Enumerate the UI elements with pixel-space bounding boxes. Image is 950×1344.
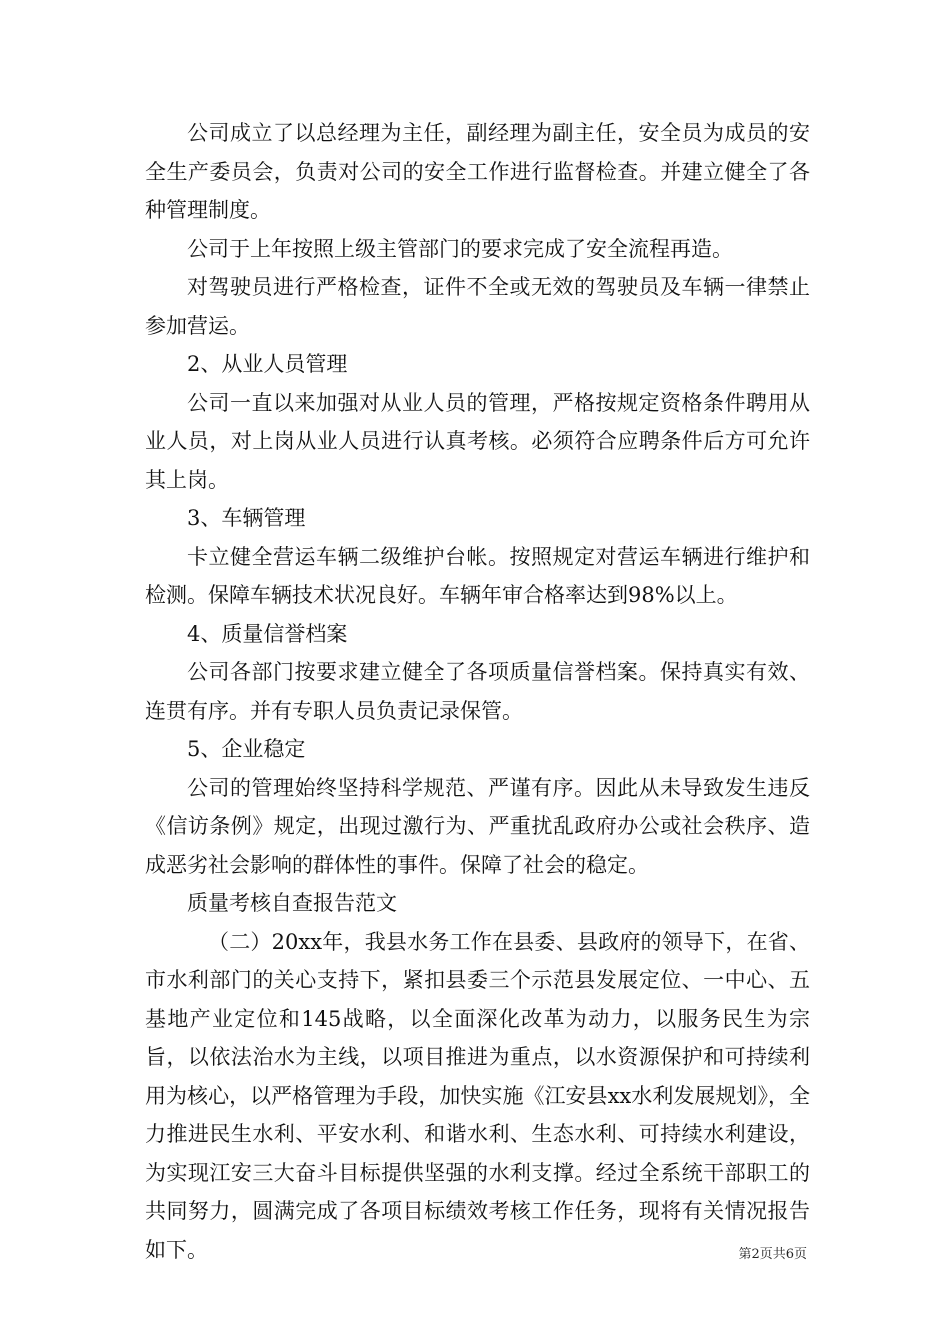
document-body [145,114,810,1269]
section-heading-personnel: 2、从业人员管理 [187,352,348,376]
section-heading-vehicles: 3、车辆管理 [187,506,306,530]
paragraph-quality-archive: 公司各部门按要求建立健全了各项质量信誉档案。保持真实有效、连贯有序。并有专职人员负责记录保管。 [145,660,810,723]
paragraph-safety-process: 公司于上年按照上级主管部门的要求完成了安全流程再造。 [187,236,733,261]
section-heading-stability: 5、企业稳定 [187,737,306,761]
paragraph-vehicles: 卡立健全营运车辆二级维护台帐。按照规定对营运车辆进行维护和检测。保障车辆技术状况良好。车辆年审合格率达到98%以上。 [145,544,810,607]
paragraph-driver-check: 对驾驶员进行严格检查，证件不全或无效的驾驶员及车辆一律禁止参加营运。 [145,275,810,338]
paragraph-stability: 公司的管理始终坚持科学规范、严谨有序。因此从未导致发生违反《信访条例》规定，出现过激行为、严重扰乱政府办公或社会秩序、造成恶劣社会影响的群体性的事件。保障了社会的稳定。 [145,775,810,877]
paragraph-water-affairs: （二）20xx年，我县水务工作在县委、县政府的领导下，在省、市水利部门的关心支持下，紧扣县委三个示范县发展定位、一中心、五基地产业定位和145战略，以全面深化改革为动力，以服务民生为宗旨，以依法治水为主线，以项目推进为重点，以水资源保护和可持续利用为核心，以严格管理为手段，加快实施《江安县xx水利发展规划》，全力推进民生水利、平安水利、和谐水利、生态水利、可持续水利建设，为实现江安三大奋斗目标提供坚强的水利支撑。经过全系统干部职工的共同努力，圆满完成了各项目标绩效考核工作任务，现将有关情况报告如下。 [145,929,810,1262]
page-number: 第2页共6页 [738,1247,807,1262]
section-title-report: 质量考核自查报告范文 [187,891,397,915]
paragraph-committee: 公司成立了以总经理为主任，副经理为副主任，安全员为成员的安全生产委员会，负责对公司的安全工作进行监督检查。并建立健全了各种管理制度。 [145,121,810,222]
section-heading-quality-archive: 4、质量信誉档案 [187,621,348,646]
paragraph-personnel: 公司一直以来加强对从业人员的管理，严格按规定资格条件聘用从业人员，对上岗从业人员进行认真考核。必须符合应聘条件后方可允许其上岗。 [145,390,810,492]
